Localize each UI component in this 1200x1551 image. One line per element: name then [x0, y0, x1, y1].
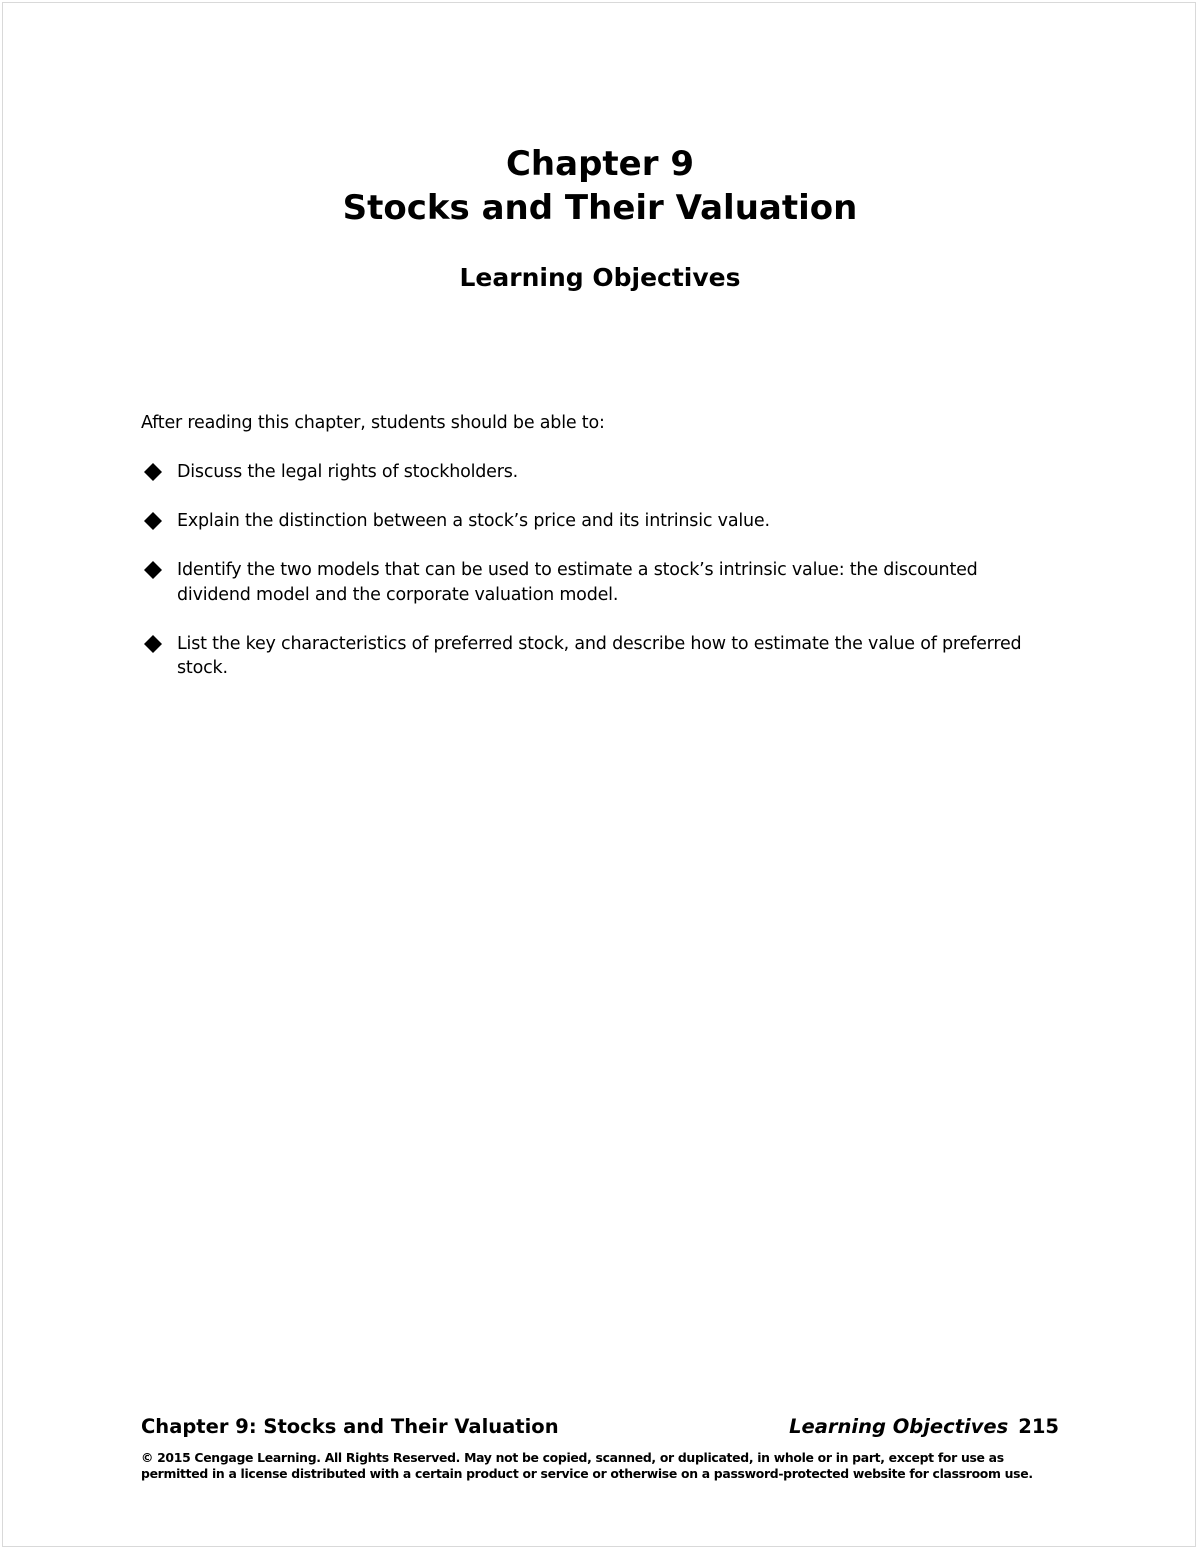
section-heading: Learning Objectives [459, 263, 741, 292]
diamond-bullet-icon [144, 635, 162, 653]
list-item [141, 509, 1041, 534]
chapter-label: Chapter 9 [505, 144, 694, 184]
diamond-bullet-icon [144, 561, 162, 579]
list-item [141, 558, 1041, 607]
footer-right [789, 1413, 1059, 1441]
copyright-notice: © 2015 Cengage Learning. All Rights Reserved. May not be copied, scanned, or duplicated, in whole or in part, except for use as permitted in a license distributed with a certain product or service or otherwise on a password-protected website for classroom use. [141, 1450, 1033, 1481]
diamond-bullet-icon [144, 512, 162, 530]
page-border [2, 2, 1196, 1547]
list-item [141, 632, 1041, 681]
chapter-title: Stocks and Their Valuation [342, 188, 858, 228]
footer-running-title: Chapter 9: Stocks and Their Valuation [141, 1415, 559, 1438]
objective-text: List the key characteristics of preferred stock, and describe how to estimate the value of preferred stock. [177, 633, 1022, 678]
objective-text: Identify the two models that can be used to estimate a stock’s intrinsic value: the discounted dividend model and the corporate valuation model. [177, 560, 978, 605]
footer-section-name: Learning Objectives [789, 1415, 1009, 1438]
diamond-bullet-icon [144, 463, 162, 481]
page-number: 215 [1018, 1415, 1059, 1438]
objective-text: Discuss the legal rights of stockholders. [177, 462, 519, 482]
objective-text: Explain the distinction between a stock’s price and its intrinsic value. [177, 511, 770, 531]
intro-text: After reading this chapter, students should be able to: [141, 413, 605, 433]
objectives-list [141, 460, 1041, 705]
list-item [141, 460, 1041, 485]
page-footer [141, 1413, 1059, 1441]
chapter-title-block [0, 142, 1200, 230]
